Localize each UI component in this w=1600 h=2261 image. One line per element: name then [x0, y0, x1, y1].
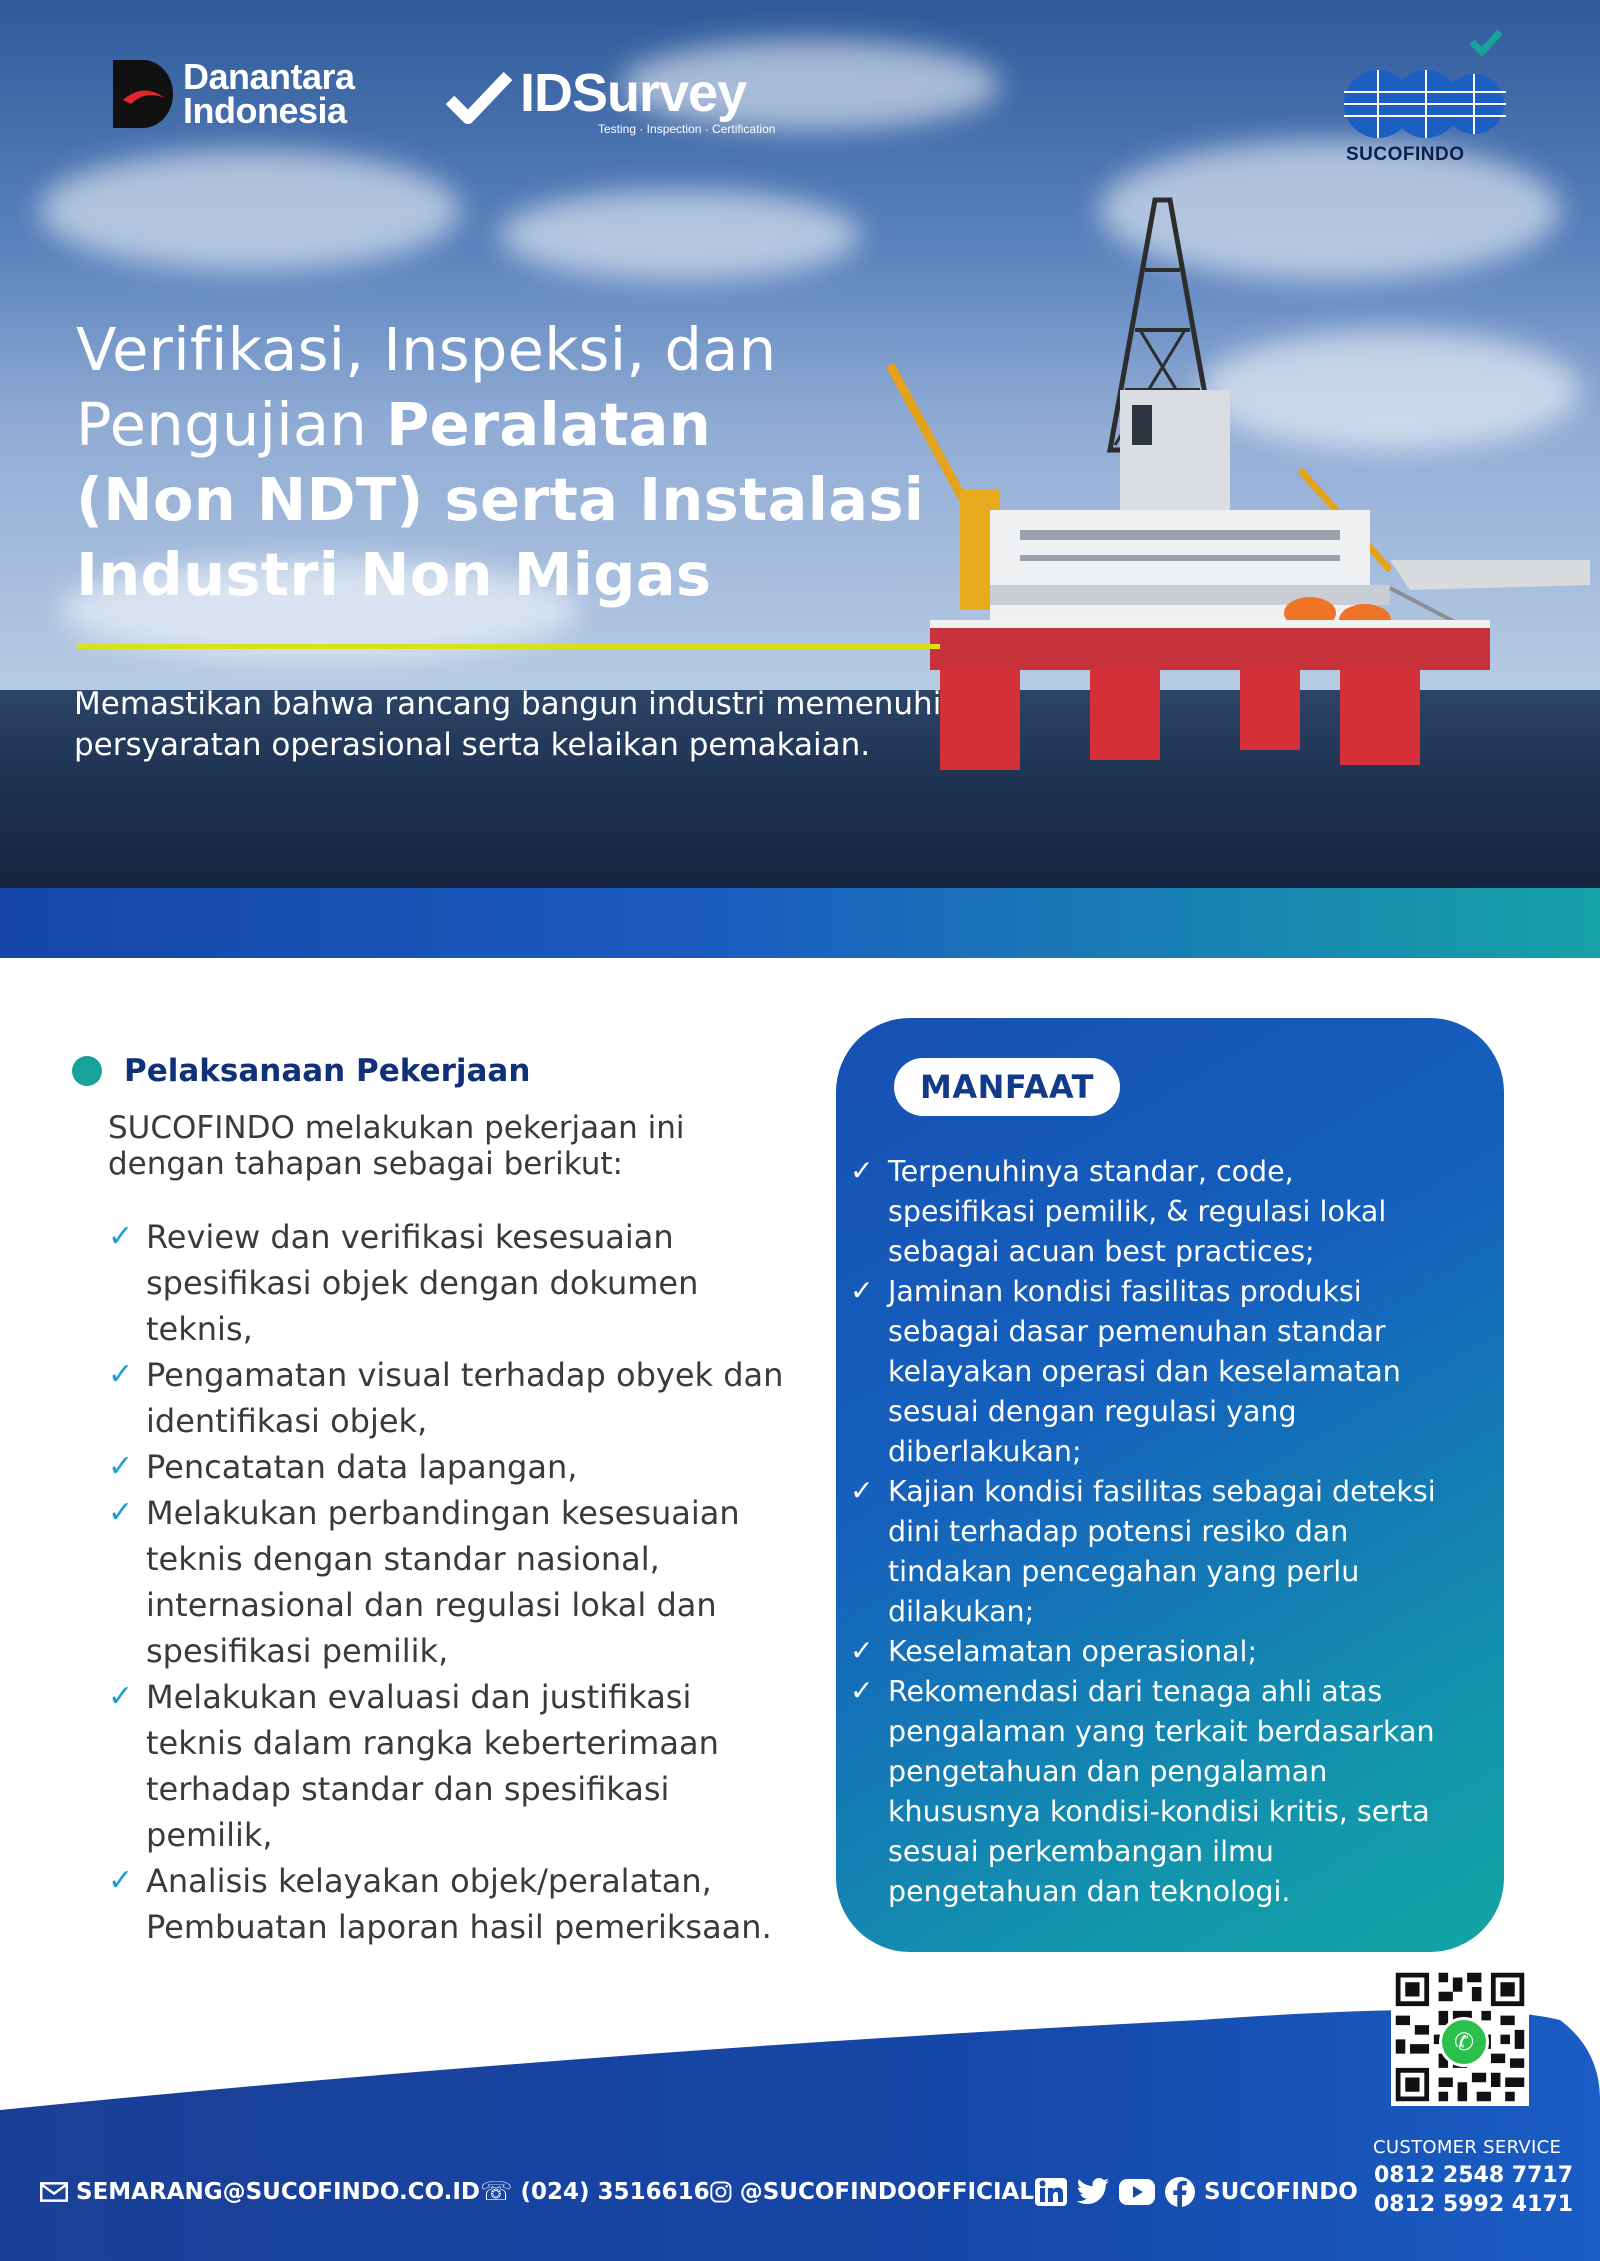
list-item-line: Terpenuhinya standar, code,	[888, 1155, 1294, 1188]
list-item-line: sesuai perkembangan ilmu	[888, 1835, 1274, 1868]
customer-service-label: CUSTOMER SERVICE	[1373, 2137, 1562, 2158]
footer-background	[0, 1960, 1600, 2261]
list-item	[850, 1152, 1490, 1272]
instagram-text: @SUCOFINDOOFFICIAL	[739, 2179, 1034, 2205]
title-line2-bold: Peralatan	[386, 390, 712, 459]
list-item	[108, 1490, 828, 1674]
linkedin-icon[interactable]	[1034, 2177, 1068, 2207]
list-item-line: Melakukan evaluasi dan justifikasi	[146, 1678, 692, 1716]
phone-text: (024) 3516616	[520, 2179, 710, 2205]
list-item	[108, 1858, 828, 1950]
list-item	[108, 1352, 828, 1444]
list-item-line: pengalaman yang terkait berdasarkan	[888, 1715, 1435, 1748]
list-item-line: identifikasi objek,	[146, 1402, 428, 1440]
phone-icon: ☏	[480, 2177, 513, 2207]
list-item-line: sebagai acuan best practices;	[888, 1235, 1315, 1268]
hero-banner	[0, 0, 1600, 958]
list-item-line: pemilik,	[146, 1816, 273, 1854]
check-icon: ✓	[108, 1219, 134, 1254]
danantara-logo	[113, 56, 355, 131]
cloud	[40, 150, 460, 270]
email-text: SEMARANG@SUCOFINDO.CO.ID	[76, 2179, 480, 2205]
check-icon: ✓	[850, 1154, 874, 1187]
list-item-line: teknis dengan standar nasional,	[146, 1540, 660, 1578]
subtitle-line2: persyaratan operasional serta kelaikan pemakaian.	[74, 727, 871, 763]
work-steps-list	[108, 1214, 828, 1950]
list-item	[108, 1214, 828, 1352]
mail-icon	[40, 2180, 68, 2204]
twitter-icon[interactable]	[1076, 2178, 1110, 2206]
list-item-line: teknis,	[146, 1310, 253, 1348]
footer-social[interactable]	[1034, 2176, 1358, 2208]
danantara-wordmark	[183, 56, 355, 131]
benefits-list	[850, 1152, 1490, 1912]
intro-line1: SUCOFINDO melakukan pekerjaan ini	[108, 1110, 685, 1146]
check-icon: ✓	[850, 1674, 874, 1707]
check-icon: ✓	[108, 1357, 134, 1392]
cloud	[500, 190, 860, 280]
title-line4: Industri Non Migas	[76, 540, 712, 609]
footer-contacts	[40, 2172, 1358, 2212]
list-item-line: tindakan pencegahan yang perlu	[888, 1555, 1360, 1588]
hero-title	[76, 312, 936, 612]
list-item-line: teknis dalam rangka keberterimaan	[146, 1724, 719, 1762]
list-item-line: spesifikasi pemilik,	[146, 1632, 449, 1670]
sucofindo-logo	[1340, 26, 1510, 166]
list-item-line: Pengamatan visual terhadap obyek dan	[146, 1356, 784, 1394]
list-item-line: dini terhadap potensi resiko dan	[888, 1515, 1349, 1548]
section-intro	[108, 1110, 828, 1182]
list-item	[850, 1272, 1490, 1472]
intro-line2: dengan tahapan sebagai berikut:	[108, 1146, 623, 1182]
list-item-line: internasional dan regulasi lokal dan	[146, 1586, 717, 1624]
list-item-line: sesuai dengan regulasi yang	[888, 1395, 1297, 1428]
list-item-line: Melakukan perbandingan kesesuaian	[146, 1494, 740, 1532]
check-icon: ✓	[108, 1495, 134, 1530]
social-text: SUCOFINDO	[1204, 2179, 1358, 2205]
list-item-line: Jaminan kondisi fasilitas produksi	[888, 1275, 1362, 1308]
whatsapp-icon: ✆	[1439, 2017, 1489, 2067]
benefits-card	[836, 1018, 1504, 1952]
idsurvey-tagline: Testing · Inspection · Certification	[598, 122, 776, 136]
list-item-line: Pembuatan laporan hasil pemeriksaan.	[146, 1908, 772, 1946]
sucofindo-wordmark: SUCOFINDO	[1346, 144, 1465, 165]
footer-email[interactable]	[40, 2179, 480, 2205]
facebook-icon[interactable]	[1164, 2176, 1196, 2208]
footer-instagram[interactable]	[710, 2175, 1034, 2209]
danantara-line2: Indonesia	[183, 90, 347, 131]
list-item-line: Review dan verifikasi kesesuaian	[146, 1218, 674, 1256]
customer-service-phone-1[interactable]: 0812 2548 7717	[1374, 2163, 1574, 2188]
list-item	[108, 1444, 828, 1490]
list-item-line: pengetahuan dan teknologi.	[888, 1875, 1291, 1908]
list-item	[850, 1672, 1490, 1912]
list-item-line: Analisis kelayakan objek/peralatan,	[146, 1862, 712, 1900]
benefits-title: MANFAAT	[894, 1058, 1120, 1116]
danantara-line1: Danantara	[183, 56, 355, 97]
check-icon: ✓	[108, 1863, 134, 1898]
hero-gradient-band	[0, 888, 1600, 958]
title-line3: (Non NDT) serta Instalasi	[76, 465, 925, 534]
list-item	[108, 1674, 828, 1858]
footer-phone[interactable]	[480, 2177, 710, 2207]
list-item-line: diberlakukan;	[888, 1435, 1082, 1468]
list-item-line: pengetahuan dan pengalaman	[888, 1755, 1328, 1788]
list-item-line: Rekomendasi dari tenaga ahli atas	[888, 1675, 1383, 1708]
section-bullet-icon	[72, 1056, 102, 1086]
instagram-icon	[710, 2175, 732, 2209]
list-item-line: dilakukan;	[888, 1595, 1035, 1628]
check-icon: ✓	[850, 1474, 874, 1507]
check-icon: ✓	[850, 1274, 874, 1307]
list-item-line: sebagai dasar pemenuhan standar	[888, 1315, 1386, 1348]
sucofindo-globe-icon	[1340, 26, 1510, 141]
list-item-line: spesifikasi objek dengan dokumen	[146, 1264, 699, 1302]
title-line1: Verifikasi, Inspeksi, dan	[76, 315, 777, 384]
list-item-line: terhadap standar dan spesifikasi	[146, 1770, 670, 1808]
idsurvey-wordmark: IDSurvey	[520, 63, 747, 123]
title-line2-light: Pengujian	[76, 390, 387, 459]
check-icon: ✓	[108, 1449, 134, 1484]
danantara-mark-icon	[113, 60, 173, 128]
list-item-line: Kajian kondisi fasilitas sebagai deteksi	[888, 1475, 1436, 1508]
idsurvey-mark-icon	[446, 66, 512, 128]
list-item	[850, 1472, 1490, 1632]
list-item-line: khususnya kondisi-kondisi kritis, serta	[888, 1795, 1430, 1828]
section-title: Pelaksanaan Pekerjaan	[124, 1053, 531, 1089]
list-item	[850, 1632, 1490, 1672]
title-divider	[78, 644, 940, 649]
list-item-line: kelayakan operasi dan keselamatan	[888, 1355, 1401, 1388]
list-item-line: Pencatatan data lapangan,	[146, 1448, 578, 1486]
subtitle-line1: Memastikan bahwa rancang bangun industri memenuhi	[74, 686, 942, 722]
hero-subtitle	[74, 684, 1174, 766]
check-icon: ✓	[108, 1679, 134, 1714]
check-icon: ✓	[850, 1634, 874, 1667]
idsurvey-logo	[446, 63, 776, 136]
list-item-line: spesifikasi pemilik, & regulasi lokal	[888, 1195, 1387, 1228]
customer-service-phone-2[interactable]: 0812 5992 4171	[1374, 2192, 1574, 2217]
youtube-icon[interactable]	[1118, 2178, 1156, 2206]
list-item-line: Keselamatan operasional;	[888, 1635, 1258, 1668]
